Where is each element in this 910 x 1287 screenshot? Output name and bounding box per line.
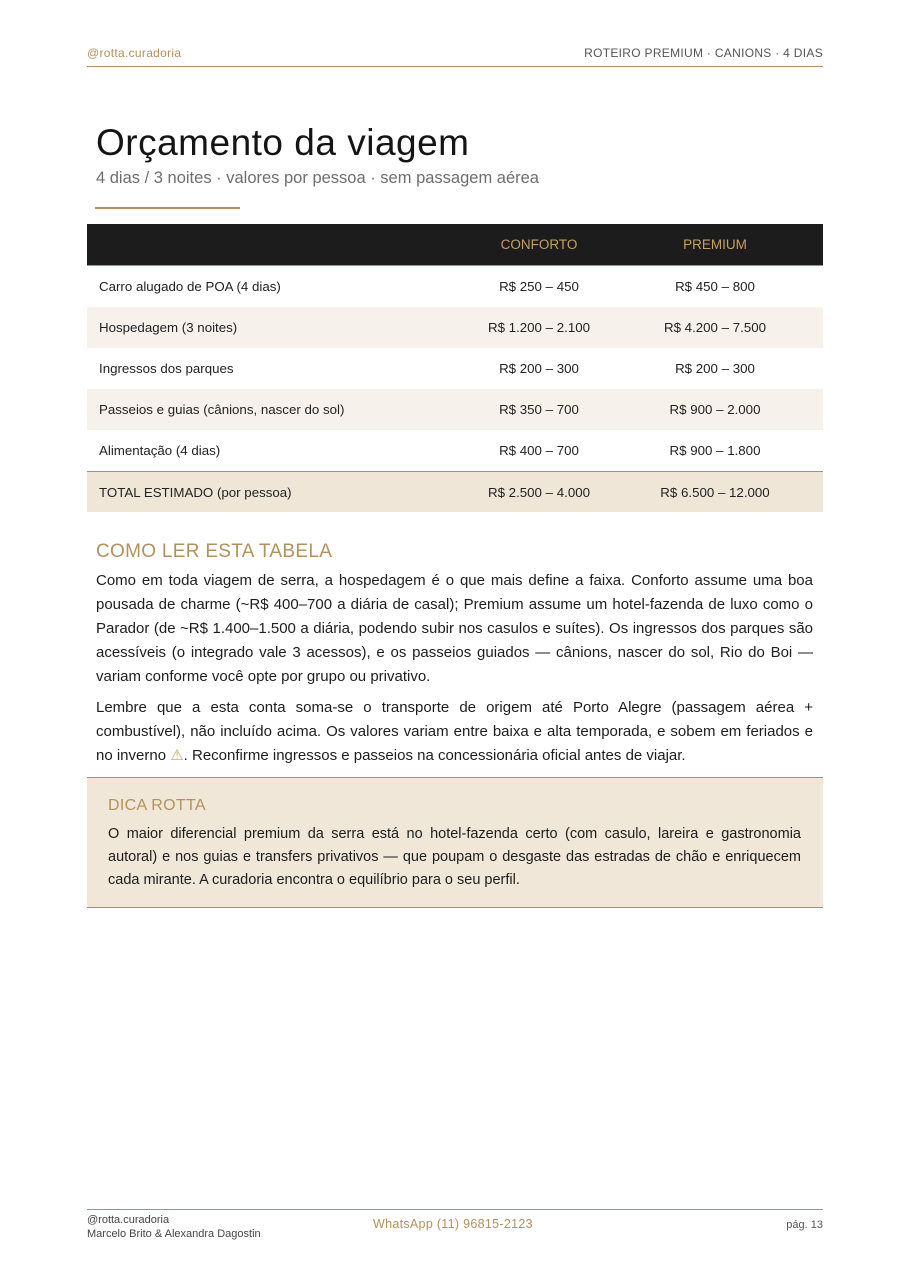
table-row xyxy=(87,348,823,389)
reminder-text-start: Lembre que a esta conta soma-se o transporte de origem até Porto Alegre (passagem aérea + combustível), não incluído acima. Os valores variam entre baixa e alta temporada, e sobem em feriados e no inverno xyxy=(96,699,813,764)
tip-title: DICA ROTTA xyxy=(108,797,206,814)
table-header-row xyxy=(87,224,823,266)
page-number: pág. 13 xyxy=(786,1219,823,1231)
reminder-paragraph xyxy=(96,696,813,768)
table-row xyxy=(87,430,823,472)
conforto-value: R$ 200 – 300 xyxy=(499,361,579,376)
premium-value: R$ 900 – 2.000 xyxy=(607,389,823,430)
conforto-value: R$ 400 – 700 xyxy=(499,443,579,458)
section-heading: COMO LER ESTA TABELA xyxy=(96,541,333,562)
whatsapp-contact: WhatsApp (11) 96815-2123 xyxy=(373,1217,533,1231)
page-subtitle: 4 dias / 3 noites · valores por pessoa · sem passagem aérea xyxy=(96,169,539,187)
tip-box xyxy=(87,777,823,908)
footer-authors: Marcelo Brito & Alexandra Dagostin xyxy=(87,1228,261,1240)
total-label: TOTAL ESTIMADO (por pessoa) xyxy=(87,472,471,513)
premium-value: R$ 4.200 – 7.500 xyxy=(607,307,823,348)
warning-icon: ⚠ xyxy=(170,747,184,764)
row-label: Alimentação (4 dias) xyxy=(99,443,221,458)
row-label: Ingressos dos parques xyxy=(99,361,234,376)
column-header-premium: PREMIUM xyxy=(607,224,823,266)
row-label: Passeios e guias (cânions, nascer do sol) xyxy=(87,389,471,430)
reminder-text-end: . Reconfirme ingressos e passeios na concessionária oficial antes de viajar. xyxy=(183,747,686,764)
page-footer xyxy=(87,1209,823,1244)
header-handle: @rotta.curadoria xyxy=(87,46,182,60)
title-divider xyxy=(95,207,240,209)
column-header-conforto: CONFORTO xyxy=(471,224,607,266)
page-header xyxy=(87,46,823,67)
page-title: Orçamento da viagem xyxy=(96,122,470,163)
conforto-value: R$ 1.200 – 2.100 xyxy=(471,307,607,348)
explanation-paragraph: Como em toda viagem de serra, a hospedagem é o que mais define a faixa. Conforto assume uma boa pousada de charme (~R$ 400–700 a diária de casal); Premium assume um hotel-fazenda de luxo como o Parador (de ~R$ 1.400–1.500 a diária, podendo subir nos casulos e suítes). Os ingressos dos parques são acessíveis (o integrado vale 3 acessos), e os passeios guiados — cânions, nascer do sol, Rio do Boi — variam conforme você opte por grupo ou privativo. xyxy=(96,572,813,685)
conforto-value: R$ 250 – 450 xyxy=(499,279,579,294)
premium-value: R$ 200 – 300 xyxy=(675,361,755,376)
total-premium-value: R$ 6.500 – 12.000 xyxy=(607,472,823,513)
budget-table xyxy=(87,224,823,512)
table-row xyxy=(87,389,823,430)
premium-value: R$ 450 – 800 xyxy=(675,279,755,294)
row-label: Hospedagem (3 noites) xyxy=(87,307,471,348)
tip-text: O maior diferencial premium da serra está no hotel-fazenda certo (com casulo, lareira e gastronomia autoral) e nos guias e transfers privativos — que poupam o desgaste das estradas de chão e enriquecem cada mirante. A curadoria encontra o equilíbrio para o seu perfil. xyxy=(108,826,801,888)
row-label: Carro alugado de POA (4 dias) xyxy=(99,279,281,294)
conforto-value: R$ 350 – 700 xyxy=(471,389,607,430)
total-conforto-value: R$ 2.500 – 4.000 xyxy=(471,472,607,513)
table-total-row xyxy=(87,472,823,513)
column-header-item xyxy=(87,224,471,266)
table-row xyxy=(87,266,823,308)
footer-credits xyxy=(87,1213,261,1241)
footer-handle: @rotta.curadoria xyxy=(87,1214,170,1226)
premium-value: R$ 900 – 1.800 xyxy=(669,443,761,458)
table-row xyxy=(87,307,823,348)
header-doc-label: ROTEIRO PREMIUM · CANIONS · 4 DIAS xyxy=(584,46,823,60)
